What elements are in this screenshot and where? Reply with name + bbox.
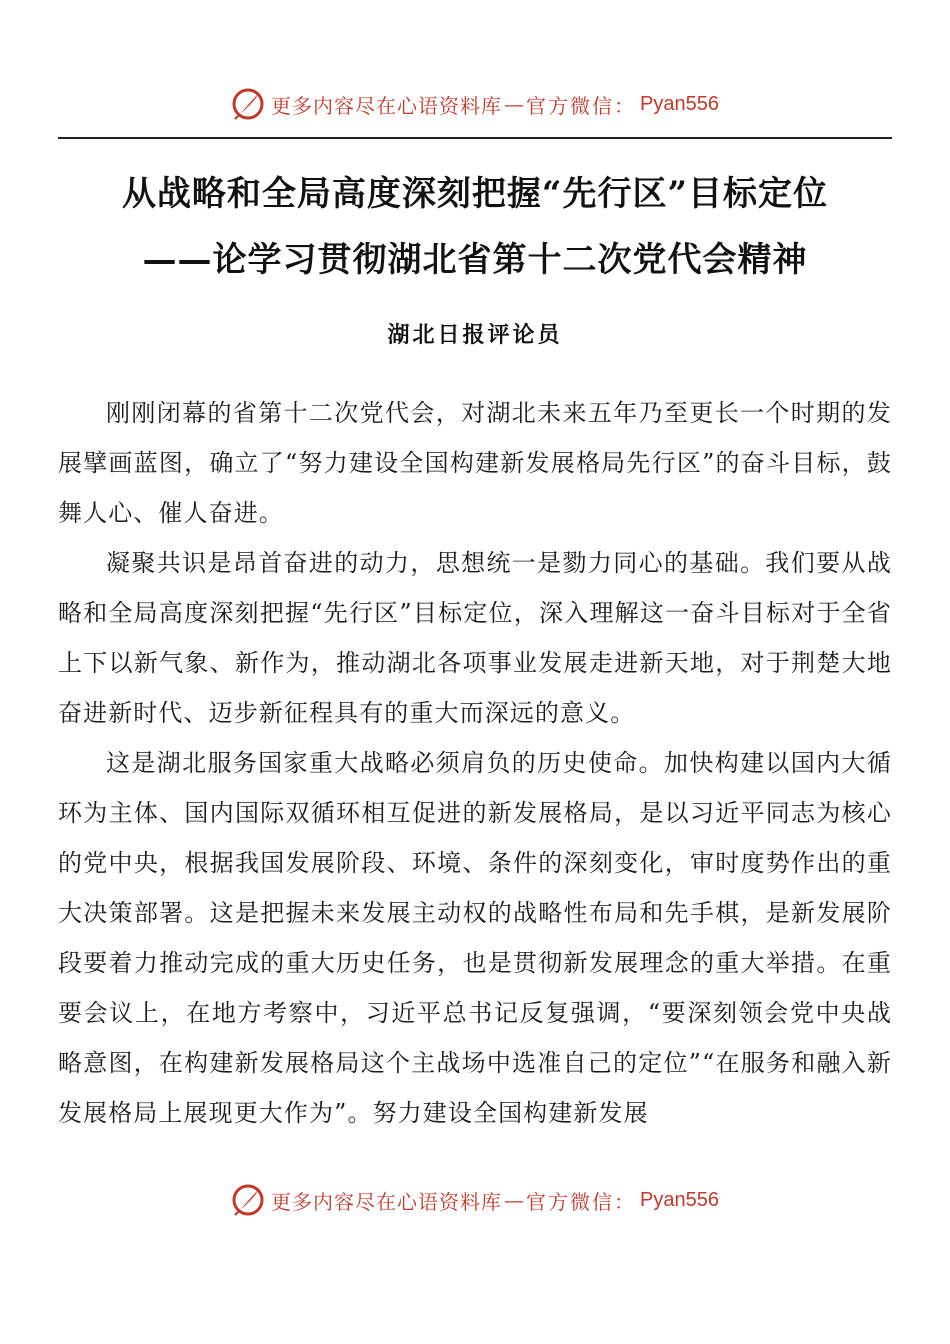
body-paragraph: 凝聚共识是昂首奋进的动力，思想统一是勠力同心的基础。我们要从战略和全局高度深刻把握“先行区”目标定位，深入理解这一奋斗目标对于全省上下以新气象、新作为，推动湖北各项事业发展走进新天地，对于荆楚大地奋进新时代、迈步新征程具有的重大而深远的意义。 (58, 549, 892, 727)
banner-brand: 更多内容尽在心语资料库 (271, 93, 503, 118)
banner-wechat-label: 官方微信： (526, 93, 637, 118)
footer-banner (0, 1180, 950, 1220)
banner-wechat-id: Pyan556 (640, 1188, 719, 1211)
article-byline: 湖北日报评论员 (387, 322, 563, 348)
article-subtitle: ——论学习贯彻湖北省第十二次党代会精神 (142, 240, 808, 280)
body-paragraph: 这是湖北服务国家重大战略必须肩负的历史使命。加快构建以国内大循环为主体、国内国际双循环相互促进的新发展格局，是以习近平同志为核心的党中央，根据我国发展阶段、环境、条件的深刻变化，审时度势作出的重大决策部署。这是把握未来发展主动权的战略性布局和先手棋，是新发展阶段要着力推动完成的重大历史任务，也是贯彻新发展理念的重大举措。在重要会议上，在地方考察中，习近平总书记反复强调，“要深刻领会党中央战略意图，在构建新发展格局这个主战场中选准自己的定位”“在服务和融入新发展格局上展现更大作为”。努力建设全国构建新发展 (58, 749, 892, 1127)
banner-brand: 更多内容尽在心语资料库 (271, 1189, 503, 1214)
header-divider (58, 137, 892, 139)
banner-separator: — (504, 92, 525, 116)
article-title: 从战略和全局高度深刻把握“先行区”目标定位 (121, 174, 829, 214)
banner-separator: — (504, 1188, 525, 1212)
banner-wechat-id: Pyan556 (640, 92, 719, 115)
quill-feather-logo-icon (231, 87, 265, 121)
banner-wechat-label: 官方微信： (526, 1189, 637, 1214)
header-banner (0, 84, 950, 124)
article-body (58, 388, 892, 1138)
body-paragraph: 刚刚闭幕的省第十二次党代会，对湖北未来五年乃至更长一个时期的发展擘画蓝图，确立了“努力建设全国构建新发展格局先行区”的奋斗目标，鼓舞人心、催人奋进。 (58, 399, 892, 527)
quill-feather-logo-icon (231, 1183, 265, 1217)
